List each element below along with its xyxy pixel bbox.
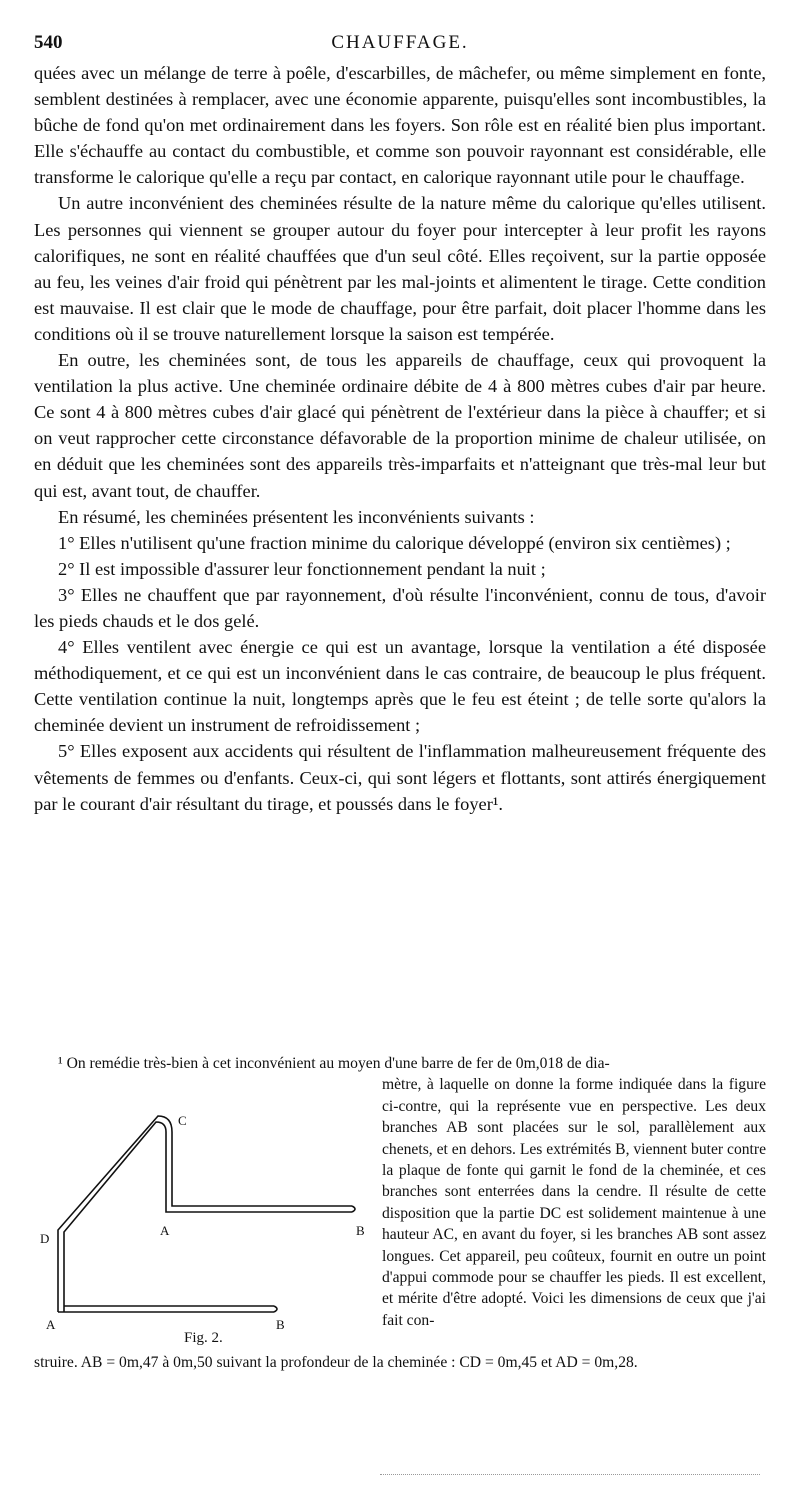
paragraph-summary-intro: En résumé, les cheminées présentent les inconvénients suivants : [58,506,535,527]
page-header [34,32,766,58]
upper-branch-end [352,1206,355,1212]
paragraph: En outre, les cheminées sont, de tous les appareils de chauffage, ceux qui provoquent la ventilation la plus active. Une cheminée ordinaire débite de 4 à 800 mètres cubes d'air par heure. Ce sont 4 à 800 mètres cubes d'air glacé qui pénètrent de l'extérieur dans la pièce à chauffer; et si on veut rapprocher cette circonstance défavorable de la proportion minime de chaleur utilisée, on en déduit que les cheminées sont des appareils très-imparfaits et n'atteignant que très-mal leur but qui est, avant tout, de chauffer. [34,350,766,501]
upper-branch-outer [166,1132,352,1212]
footnote [34,1053,766,1374]
page-number: 540 [34,32,63,53]
figure-label-c: C [178,1113,187,1129]
footnote-right-column: mètre, à laquelle on donne la forme indiquée dans la figure ci-contre, qui la représente vue en perspective. Les deux branches AB sont placées sur le sol, parallèlement aux chenets, et en dehors. Les extrémités B, viennent buter contre la plaque de fonte qui garnit le fond de la cheminée, et ces branches sont enterrées dans la cendre. Il résulte de cette disposition que la partie DC est solidement maintenue à une hauteur AC, en avant du foyer, si les branches AB sont assez longues. Cet appareil, peu coûteux, fournit en outre un point d'appui commode pour se chauffer les pieds. Il est excellent, et mérite d'être adopté. Voici les dimensions de ceux que j'ai fait con- [382,1076,766,1329]
figure-label-b-upper: B [356,1223,365,1239]
figure-label-d: D [40,1231,50,1247]
list-item-3: 3° Elles ne chauffent que par rayonnement, d'où résulte l'inconvénient, connu de tous, d'avoir les pieds chauds et le dos gelé. [34,584,766,631]
list-item-2: 2° Il est impossible d'assurer leur fonctionnement pendant la nuit ; [58,558,546,579]
figure-andiron-bar [34,1082,374,1346]
bottom-rule [380,1474,760,1475]
figure-label-a-upper: A [160,1223,170,1239]
paragraph-continuation: quées avec un mélange de terre à poêle, d'escarbilles, de mâchefer, ou même simplement en fonte, semblent destinées à remplacer, avec une économie apparente, puisqu'elles sont incombustibles, la bûche de fond qu'on met ordinairement dans les foyers. Son rôle est en réalité bien plus important. Elle s'échauffe au contact du combustible, et comme son pouvoir rayonnant est considérable, elle transforme le calorique qu'elle a reçu par contact, en calorique rayonnant utile pour le chauffage. [34,63,766,188]
lower-branch-end [274,1306,277,1312]
upper-branch-inner [172,1132,352,1206]
footnote-last-line: struire. AB = 0m,47 à 0m,50 suivant la profondeur de la cheminée : CD = 0m,45 et AD = 0m,28. [34,1354,638,1372]
footnote-figure-block [34,1074,766,1352]
main-text [34,60,766,817]
footnote-first-line: ¹ On remédie très-bien à cet inconvénient au moyen d'une barre de fer de 0m,018 de dia- [58,1055,610,1072]
figure-caption: Fig. 2. [184,1330,223,1347]
figure-label-b-lower: B [276,1317,285,1333]
figure-label-a-lower: A [46,1317,56,1333]
list-item-1: 1° Elles n'utilisent qu'une fraction minime du calorique développé (environ six centièmes) ; [58,532,731,553]
diagonal-outer [64,1122,166,1312]
running-head: CHAUFFAGE. [331,32,469,53]
list-item-5: 5° Elles exposent aux accidents qui résultent de l'inflammation malheureusement fréquente des vêtements de femmes ou d'enfants. Ceux-ci, qui sont légers et flottants, sont attirés énergiquement par le courant d'air résultant du tirage, et poussés dans le foyer¹. [34,741,766,814]
diagonal-inner [58,1116,172,1312]
list-item-4: 4° Elles ventilent avec énergie ce qui est un avantage, lorsque la ventilation a été disposée méthodiquement, et ce qui est un inconvénient dans le cas contraire, de beaucoup le plus fréquent. Cette ventilation continue la nuit, longtemps après que le feu est éteint ; de telle sorte qu'alors la cheminée devient un instrument de refroidissement ; [34,637,766,736]
paragraph: Un autre inconvénient des cheminées résulte de la nature même du calorique qu'elles utilisent. Les personnes qui viennent se grouper autour du foyer pour intercepter à leur profit les rayons calorifiques, ne sont en réalité chauffées que d'un seul côté. Elles reçoivent, sur la partie opposée au feu, les veines d'air froid qui pénètrent par les mal-joints et alimentent le tirage. Cette condition est mauvaise. Il est clair que le mode de chauffage, pour être parfait, doit placer l'homme dans les conditions où il se trouve naturellement lorsque la saison est tempérée. [34,193,766,344]
figure-drawing [34,1082,374,1322]
